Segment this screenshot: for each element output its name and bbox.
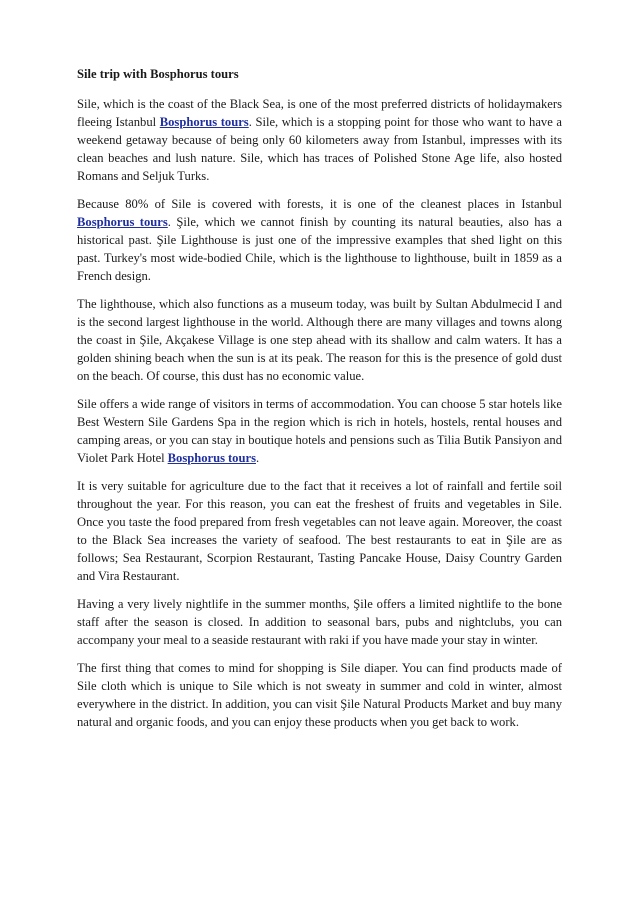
paragraph (77, 478, 562, 585)
paragraph-text: . Şile, which we cannot finish by counting its natural beauties, also has a historical past. Şile Lighthouse is just one of the impressive examples that shed light on this past. Turkey's most wide-bodied Chile, which is the lighthouse to lighthouse, built in 1859 as a French design. (77, 214, 562, 283)
document-page (77, 66, 562, 742)
paragraph-text: . Sile, which is a stopping point for those who want to have a weekend getaway because of being only 60 kilometers away from Istanbul, impresses with its clean beaches and lush nature. Sile, which has traces of Polished Stone Age life, also hosted Romans and Seljuk Turks. (77, 114, 562, 183)
paragraph-text: Sile, which is the coast of the Black Sea, is one of the most preferred districts of holidaymakers fleeing Istanbul (77, 96, 562, 129)
bosphorus-tours-link[interactable]: Bosphorus tours (167, 450, 256, 465)
paragraph (77, 296, 562, 386)
paragraph-text: Sile offers a wide range of visitors in terms of accommodation. You can choose 5 star hotels like Best Western Sile Gardens Spa in the region which is rich in hotels, hostels, rental houses and camping areas, or you can stay in boutique hotels and pensions such as Tilia Butik Pansiyon and Violet Park Hotel (77, 397, 562, 465)
document-title: Sile trip with Bosphorus tours (77, 67, 239, 81)
paragraph-text: Having a very lively nightlife in the summer months, Şile offers a limited nightlife to the bone staff after the season is closed. In addition to seasonal bars, pubs and nightclubs, you can accompany your meal to a seaside restaurant with raki if you have made your stay in winter. (77, 597, 562, 647)
paragraph (77, 196, 562, 286)
paragraph-text: The lighthouse, which also functions as a museum today, was built by Sultan Abdulmecid I and is the second largest lighthouse in the world. Although there are many villages and towns along the coast in Şile, Akçakese Village is one step ahead with its shallow and calm waters. It has a golden shining beach when the sun is at its peak. The reason for this is the presence of gold dust on the beach. Of course, this dust has no economic value. (77, 296, 562, 383)
document-body (77, 96, 562, 732)
bosphorus-tours-link[interactable]: Bosphorus tours (159, 114, 249, 129)
paragraph-text: The first thing that comes to mind for shopping is Sile diaper. You can find products made of Sile cloth which is unique to Sile which is not sweaty in summer and cold in winter, almost everywhere in the district. In addition, you can visit Şile Natural Products Market and buy many natural and organic foods, and you can enjoy these products when you get back to work. (77, 661, 562, 729)
paragraph-text: It is very suitable for agriculture due to the fact that it receives a lot of rainfall and fertile soil throughout the year. For this reason, you can eat the freshest of fruits and vegetables in Sile. Once you taste the food prepared from fresh vegetables can not leave again. Moreover, the coast to the Black Sea increases the variety of seafood. The best restaurants to eat in Şile are as follows; Sea Restaurant, Scorpion Restaurant, Tasting Pancake House, Daisy Country Garden and Vira Restaurant. (77, 479, 562, 583)
paragraph (77, 660, 562, 732)
paragraph (77, 396, 562, 468)
paragraph (77, 596, 562, 650)
paragraph-text: . (255, 450, 260, 465)
bosphorus-tours-link[interactable]: Bosphorus tours (77, 214, 168, 229)
paragraph-text: Because 80% of Sile is covered with forests, it is one of the cleanest places in Istanbul (77, 196, 562, 211)
paragraph (77, 96, 562, 186)
